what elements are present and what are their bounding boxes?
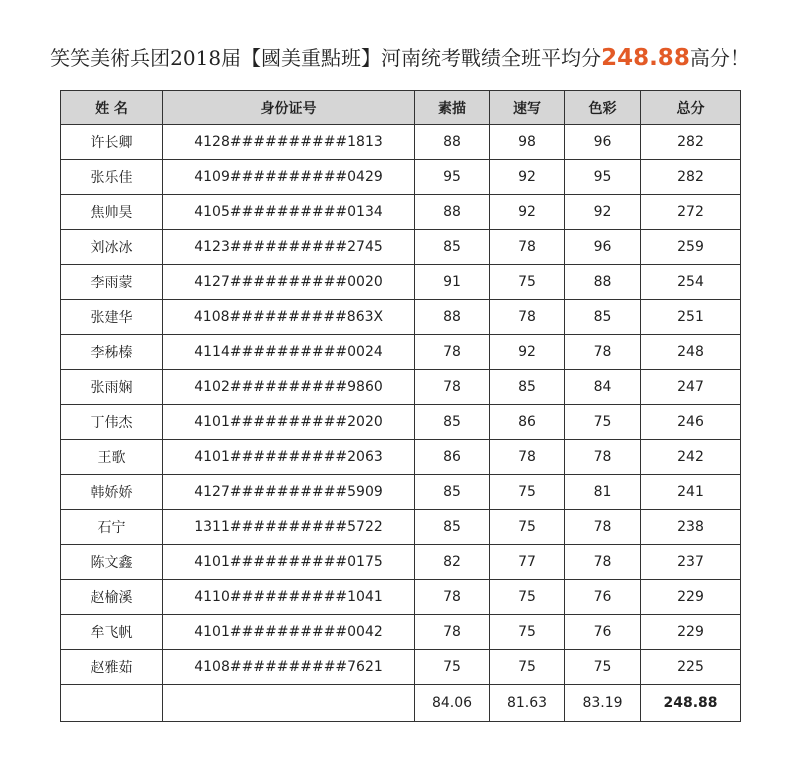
table-row xyxy=(61,160,741,195)
cell-total: 229 xyxy=(641,580,741,615)
cell-id-number: 4101##########0175 xyxy=(163,545,415,580)
cell-sketch: 91 xyxy=(415,265,490,300)
cell-id-number: 4102##########9860 xyxy=(163,370,415,405)
cell-name: 张雨娴 xyxy=(61,370,163,405)
cell-name: 丁伟杰 xyxy=(61,405,163,440)
cell-color: 92 xyxy=(565,195,641,230)
cell-name: 陈文鑫 xyxy=(61,545,163,580)
cell-sketch: 85 xyxy=(415,230,490,265)
table-row xyxy=(61,265,741,300)
cell-name: 刘冰冰 xyxy=(61,230,163,265)
cell-color: 88 xyxy=(565,265,641,300)
cell-color: 81 xyxy=(565,475,641,510)
cell-quick-sketch: 78 xyxy=(490,440,565,475)
cell-id-number: 1311##########5722 xyxy=(163,510,415,545)
cell-color: 78 xyxy=(565,545,641,580)
cell-name: 张建华 xyxy=(61,300,163,335)
cell-name: 许长卿 xyxy=(61,125,163,160)
cell-total: 229 xyxy=(641,615,741,650)
cell-id-number: 4101##########2063 xyxy=(163,440,415,475)
cell-name: 焦帅昊 xyxy=(61,195,163,230)
cell-color: 78 xyxy=(565,440,641,475)
page-title xyxy=(0,38,800,78)
table-row xyxy=(61,475,741,510)
cell-sketch: 78 xyxy=(415,335,490,370)
cell-color: 76 xyxy=(565,580,641,615)
table-row xyxy=(61,615,741,650)
cell-color: 75 xyxy=(565,650,641,685)
cell-name: 李秭榛 xyxy=(61,335,163,370)
table-row xyxy=(61,370,741,405)
cell-sketch: 85 xyxy=(415,405,490,440)
cell-id-number: 4108##########7621 xyxy=(163,650,415,685)
header-total: 总分 xyxy=(641,91,741,125)
score-table xyxy=(60,90,741,722)
cell-color: 76 xyxy=(565,615,641,650)
cell-quick-sketch: 92 xyxy=(490,335,565,370)
cell-id-number: 4109##########0429 xyxy=(163,160,415,195)
cell-id-number: 4110##########1041 xyxy=(163,580,415,615)
cell-total: 241 xyxy=(641,475,741,510)
cell-sketch: 75 xyxy=(415,650,490,685)
cell-quick-sketch: 78 xyxy=(490,230,565,265)
cell-sketch: 86 xyxy=(415,440,490,475)
cell-total: 251 xyxy=(641,300,741,335)
cell-quick-sketch: 92 xyxy=(490,160,565,195)
cell-quick-sketch: 92 xyxy=(490,195,565,230)
cell-sketch: 88 xyxy=(415,125,490,160)
cell-color: 84 xyxy=(565,370,641,405)
cell-color: 78 xyxy=(565,335,641,370)
cell-name: 石宁 xyxy=(61,510,163,545)
cell-total: 238 xyxy=(641,510,741,545)
average-quick-sketch: 81.63 xyxy=(490,685,565,722)
header-sketch: 素描 xyxy=(415,91,490,125)
cell-sketch: 78 xyxy=(415,580,490,615)
cell-color: 75 xyxy=(565,405,641,440)
cell-id-number: 4127##########5909 xyxy=(163,475,415,510)
cell-total: 259 xyxy=(641,230,741,265)
cell-name: 李雨蒙 xyxy=(61,265,163,300)
cell-quick-sketch: 78 xyxy=(490,300,565,335)
table-row xyxy=(61,405,741,440)
table-row xyxy=(61,510,741,545)
cell-total: 272 xyxy=(641,195,741,230)
cell-color: 96 xyxy=(565,230,641,265)
cell-quick-sketch: 86 xyxy=(490,405,565,440)
cell-name: 韩娇娇 xyxy=(61,475,163,510)
cell-id-number: 4123##########2745 xyxy=(163,230,415,265)
table-row xyxy=(61,545,741,580)
header-color: 色彩 xyxy=(565,91,641,125)
table-row xyxy=(61,195,741,230)
cell-color: 85 xyxy=(565,300,641,335)
cell-sketch: 82 xyxy=(415,545,490,580)
cell-id-number: 4128##########1813 xyxy=(163,125,415,160)
cell-color: 95 xyxy=(565,160,641,195)
cell-id-number: 4114##########0024 xyxy=(163,335,415,370)
average-sketch: 84.06 xyxy=(415,685,490,722)
cell-total: 242 xyxy=(641,440,741,475)
average-row xyxy=(61,685,741,722)
cell-sketch: 88 xyxy=(415,195,490,230)
cell-id-number: 4101##########2020 xyxy=(163,405,415,440)
cell-sketch: 78 xyxy=(415,370,490,405)
cell-total: 282 xyxy=(641,125,741,160)
average-empty-cell xyxy=(61,685,163,722)
cell-total: 254 xyxy=(641,265,741,300)
table-row xyxy=(61,300,741,335)
table-header-row xyxy=(61,91,741,125)
cell-id-number: 4108##########863X xyxy=(163,300,415,335)
cell-quick-sketch: 75 xyxy=(490,510,565,545)
title-average: 248.88 xyxy=(601,45,690,71)
cell-quick-sketch: 98 xyxy=(490,125,565,160)
table-row xyxy=(61,335,741,370)
cell-id-number: 4127##########0020 xyxy=(163,265,415,300)
cell-name: 张乐佳 xyxy=(61,160,163,195)
cell-sketch: 95 xyxy=(415,160,490,195)
cell-color: 96 xyxy=(565,125,641,160)
cell-quick-sketch: 75 xyxy=(490,615,565,650)
cell-id-number: 4101##########0042 xyxy=(163,615,415,650)
table-row xyxy=(61,580,741,615)
table-row xyxy=(61,440,741,475)
title-suffix: 高分！ xyxy=(689,46,750,70)
average-color: 83.19 xyxy=(565,685,641,722)
cell-quick-sketch: 85 xyxy=(490,370,565,405)
cell-quick-sketch: 75 xyxy=(490,650,565,685)
table-row xyxy=(61,230,741,265)
cell-sketch: 85 xyxy=(415,475,490,510)
cell-total: 246 xyxy=(641,405,741,440)
average-empty-cell xyxy=(163,685,415,722)
title-prefix: 笑笑美術兵团2018届【國美重點班】河南统考戰绩全班平均分 xyxy=(50,46,602,70)
cell-sketch: 78 xyxy=(415,615,490,650)
cell-name: 牟飞帆 xyxy=(61,615,163,650)
cell-quick-sketch: 77 xyxy=(490,545,565,580)
header-quick-sketch: 速写 xyxy=(490,91,565,125)
cell-sketch: 85 xyxy=(415,510,490,545)
cell-quick-sketch: 75 xyxy=(490,265,565,300)
table-row xyxy=(61,650,741,685)
cell-color: 78 xyxy=(565,510,641,545)
cell-name: 王歌 xyxy=(61,440,163,475)
header-id-number: 身份证号 xyxy=(163,91,415,125)
cell-name: 赵雅茹 xyxy=(61,650,163,685)
cell-total: 225 xyxy=(641,650,741,685)
cell-total: 282 xyxy=(641,160,741,195)
header-name: 姓 名 xyxy=(61,91,163,125)
cell-sketch: 88 xyxy=(415,300,490,335)
cell-name: 赵榆溪 xyxy=(61,580,163,615)
average-total: 248.88 xyxy=(641,685,741,722)
cell-total: 237 xyxy=(641,545,741,580)
cell-total: 247 xyxy=(641,370,741,405)
cell-quick-sketch: 75 xyxy=(490,475,565,510)
cell-id-number: 4105##########0134 xyxy=(163,195,415,230)
table-body xyxy=(61,125,741,685)
table-row xyxy=(61,125,741,160)
cell-quick-sketch: 75 xyxy=(490,580,565,615)
cell-total: 248 xyxy=(641,335,741,370)
